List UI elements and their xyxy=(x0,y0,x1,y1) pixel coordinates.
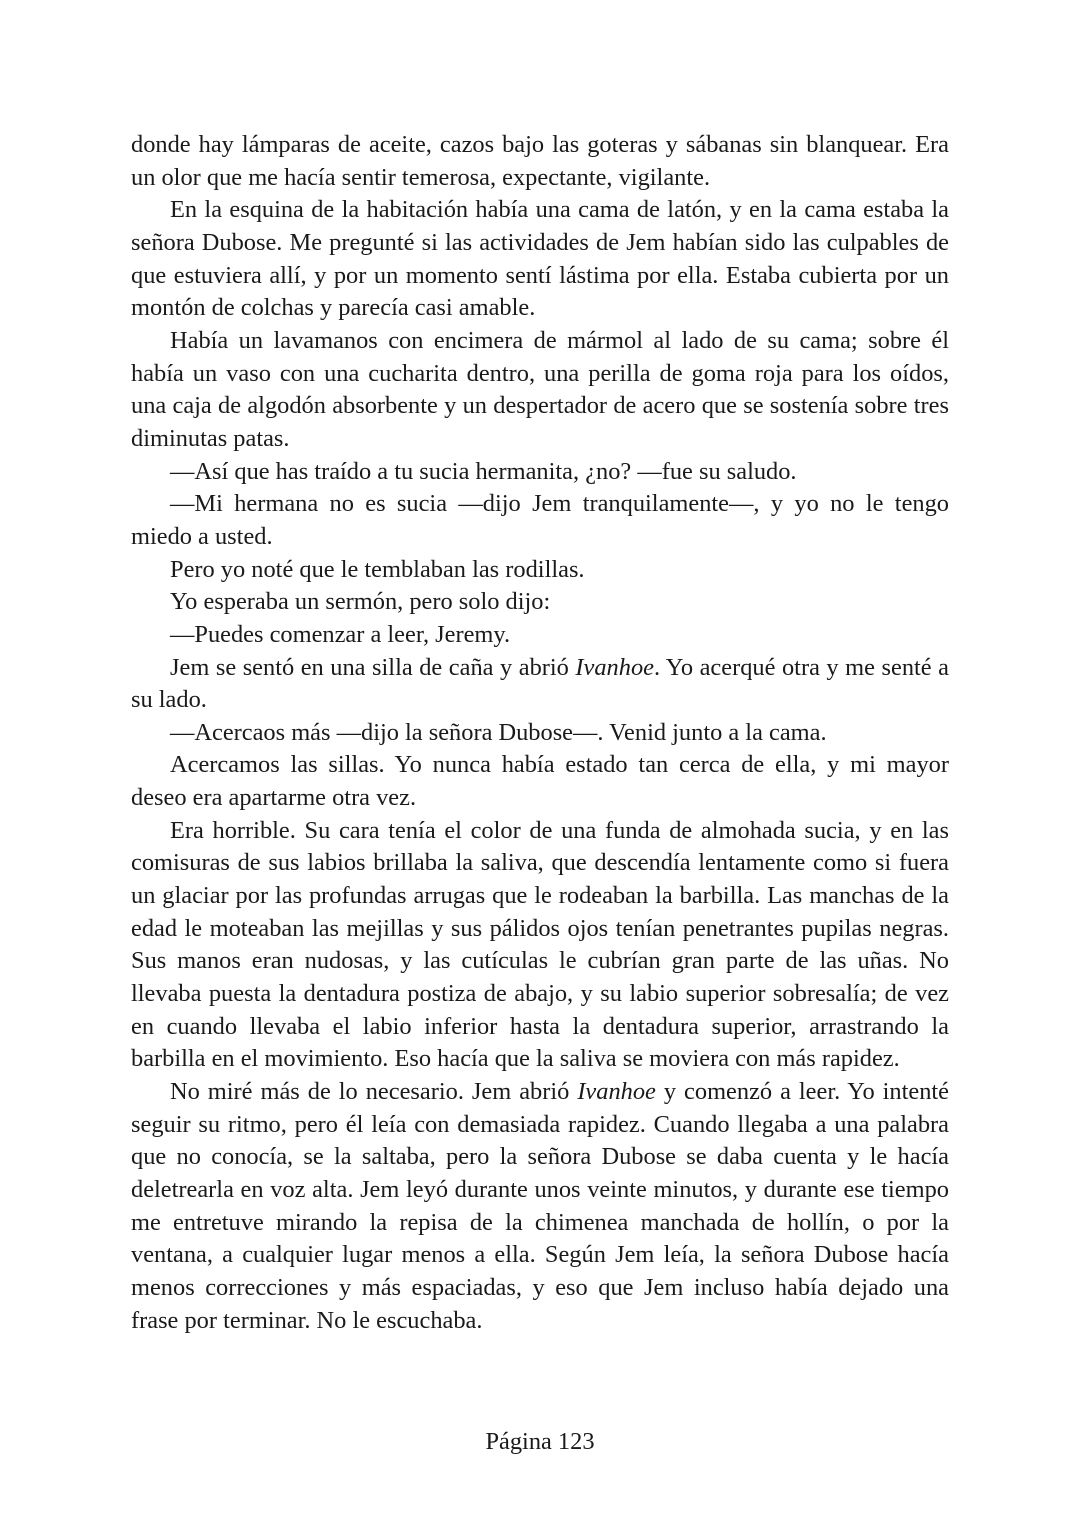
paragraph-8: —Puedes comenzar a leer, Jeremy. xyxy=(170,620,511,648)
paragraph-3: Había un lavamanos con encimera de mármol al lado de su cama; sobre él había un vaso con una cucharita dentro, una perilla de goma roja para los oídos, una caja de algodón absorbente y un despertador de acero que se sostenía sobre tres diminutas patas. xyxy=(131,326,949,452)
book-title-italic: Ivanhoe xyxy=(577,1078,656,1106)
paragraph-10: —Acercaos más —dijo la señora Dubose—. Venid junto a la cama. xyxy=(170,718,827,746)
paragraph-7: Yo esperaba un sermón, pero solo dijo: xyxy=(170,588,551,616)
paragraph-13-lead: No miré más de lo necesario. Jem abrió xyxy=(170,1078,578,1106)
book-title-italic: Ivanhoe xyxy=(575,653,654,681)
paragraph-2: En la esquina de la habitación había una cama de latón, y en la cama estaba la señora Dubose. Me pregunté si las actividades de Jem habían sido las culpables de que estuviera allí, y por un momento sentí lástima por ella. Estaba cubierta por un montón de colchas y parecía casi amable. xyxy=(131,196,949,322)
paragraph-13 xyxy=(131,1076,949,1337)
paragraph-12: Era horrible. Su cara tenía el color de una funda de almohada sucia, y en las comisuras de sus labios brillaba la saliva, que descendía lentamente como si fuera un glaciar por las profundas arrugas que le rodeaban la barbilla. Las manchas de la edad le moteaban las mejillas y sus pálidos ojos tenían penetrantes pupilas negras. Sus manos eran nudosas, y las cutículas le cubrían gran parte de las uñas. No llevaba puesta la dentadura postiza de abajo, y su labio superior sobresalía; de vez en cuando llevaba el labio inferior hasta la dentadura superior, arrastrando la barbilla en el movimiento. Eso hacía que la saliva se moviera con más rapidez. xyxy=(131,816,949,1073)
page-body xyxy=(131,129,949,1337)
paragraph-9-lead: Jem se sentó en una silla de caña y abrió xyxy=(170,653,576,681)
paragraph-9-tail: . Yo acerqué otra y me senté a su lado. xyxy=(131,653,949,714)
paragraph-13-tail: y comenzó a leer. Yo intenté seguir su ritmo, pero él leía con demasiada rapidez. Cuando llegaba a una palabra que no conocía, se la saltaba, pero la señora Dubose se daba cuenta y le hacía deletrearla en voz alta. Jem leyó durante unos veinte minutos, y durante ese tiempo me entretuve mirando la repisa de la chimenea manchada de hollín, o por la ventana, a cualquier lugar menos a ella. Según Jem leía, la señora Dubose hacía menos correcciones y más espaciadas, y eso que Jem incluso había dejado una frase por terminar. No le escuchaba. xyxy=(131,1078,950,1334)
paragraph-1: donde hay lámparas de aceite, cazos bajo las goteras y sábanas sin blanquear. Era un olor que me hacía sentir temerosa, expectante, vigilante. xyxy=(131,131,949,191)
paragraph-6: Pero yo noté que le temblaban las rodillas. xyxy=(170,555,585,583)
page-number: Página 123 xyxy=(485,1428,595,1455)
paragraph-11: Acercamos las sillas. Yo nunca había estado tan cerca de ella, y mi mayor deseo era apartarme otra vez. xyxy=(131,751,949,812)
paragraph-4: —Así que has traído a tu sucia hermanita, ¿no? —fue su saludo. xyxy=(170,457,797,485)
paragraph-5: —Mi hermana no es sucia —dijo Jem tranquilamente—, y yo no le tengo miedo a usted. xyxy=(131,490,949,550)
paragraph-9 xyxy=(131,652,949,717)
